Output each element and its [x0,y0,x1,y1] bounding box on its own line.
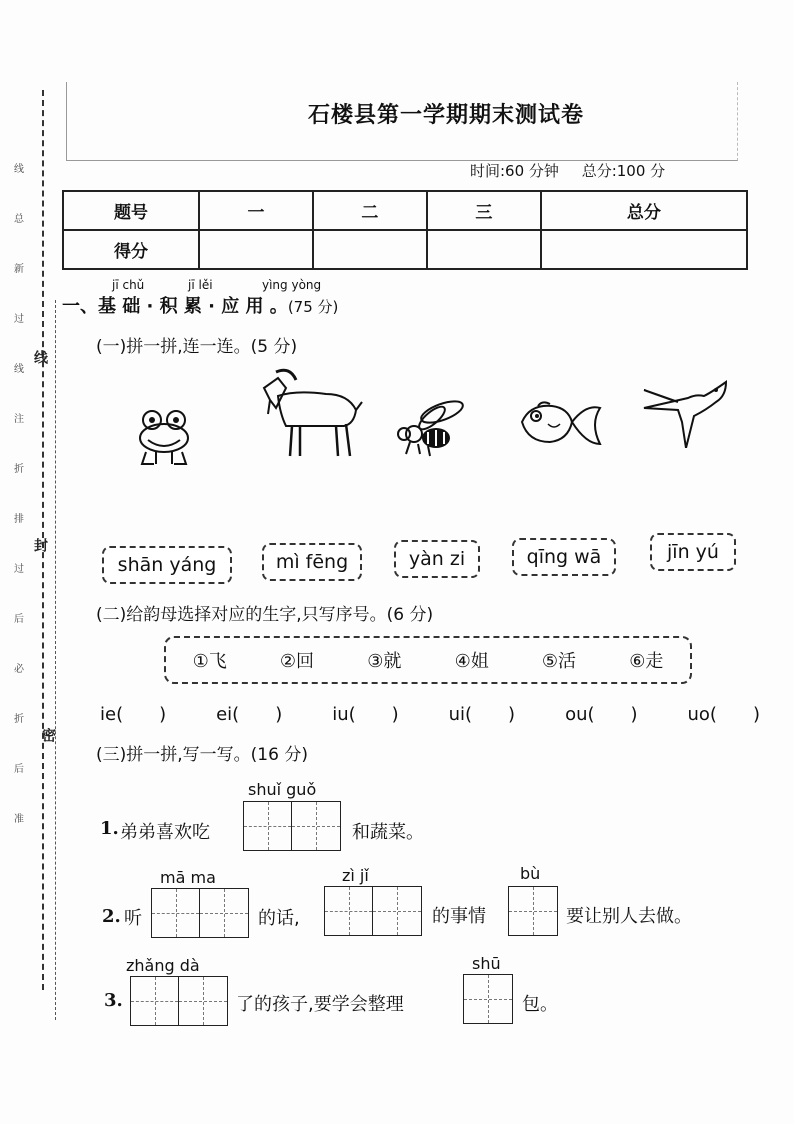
margin-char: 后 [14,764,24,775]
q3-writing-grid-2[interactable] [463,974,513,1024]
vowel-ui[interactable]: ui( ) [448,704,516,725]
margin-char: 过 [14,314,24,325]
pinyin-jilei: jī lěi [188,278,213,292]
score-cell-2[interactable] [313,230,427,269]
score-cell-3[interactable] [427,230,541,269]
total-label: 总分:100 分 [581,162,666,180]
margin-char: 注 [14,414,24,425]
option-3: ③就 [367,651,402,672]
score-header-row [63,191,747,230]
margin-char: 线 [14,364,24,375]
q2-text-mid-2: 的事情 [432,906,486,927]
margin-char: 折 [14,714,24,725]
grid-cell[interactable] [509,887,557,935]
option-4: ④姐 [454,651,489,672]
grid-cell[interactable] [325,887,373,935]
q2-text-mid-1: 的话, [258,908,300,929]
pinyin-card-shanyang[interactable]: shān yáng [102,546,232,584]
pinyin-jichu: jī chǔ [112,278,145,292]
vowel-ou[interactable]: ou( ) [565,704,638,725]
section-1-title: 一、基 础 · 积 累 · 应 用 。 [62,296,288,317]
q1-text-after: 和蔬菜。 [352,822,424,843]
q1-text-before: 弟弟喜欢吃 [120,822,210,843]
goat-icon [256,366,366,462]
grid-cell[interactable] [200,889,248,937]
q2-text-before: 听 [124,908,142,929]
q2-pinyin-3: bù [520,864,541,883]
q2-pinyin-2: zì jǐ [342,866,369,885]
character-options [164,636,692,684]
bee-icon [392,400,472,458]
part-1-heading: (一)拼一拼,连一连。(5 分) [96,337,298,357]
page-title: 石楼县第一学期期末测试卷 [308,102,585,128]
grid-cell[interactable] [131,977,179,1025]
row-label-score: 得分 [63,230,199,269]
score-table [62,190,748,270]
pinyin-card-jinyu[interactable]: jīn yú [650,533,736,571]
q1-writing-grid[interactable] [243,801,341,851]
q3-pinyin-2: shū [472,954,501,973]
vowel-answer-row [100,700,760,726]
margin-char: 后 [14,614,24,625]
part-3-heading: (三)拼一拼,写一写。(16 分) [96,745,308,765]
q1-pinyin: shuǐ guǒ [248,780,317,799]
vowel-ei[interactable]: ei( ) [216,704,283,725]
q3-writing-grid-1[interactable] [130,976,228,1026]
score-cell-1[interactable] [199,230,313,269]
pinyin-card-qingwa[interactable]: qīng wā [512,538,616,576]
pinyin-card-yanzi[interactable]: yàn zi [394,540,480,578]
q2-writing-grid-2[interactable] [324,886,422,936]
pinyin-yingyong: yìng yòng [262,278,322,292]
option-1: ①飞 [192,651,227,672]
fish-icon [516,400,602,450]
margin-char: 折 [14,464,24,475]
q2-text-after: 要让别人去做。 [566,906,692,927]
time-label: 时间:60 分钟 [470,162,559,180]
grid-cell[interactable] [373,887,421,935]
grid-cell[interactable] [179,977,227,1025]
col-1: 一 [199,191,313,230]
q3-text-mid: 了的孩子,要学会整理 [236,994,404,1015]
col-total: 总分 [541,191,747,230]
vowel-iu[interactable]: iu( ) [332,704,399,725]
q3-pinyin-1: zhǎng dà [126,956,200,975]
binding-line-inner [55,300,56,1020]
row-label-number: 题号 [63,191,199,230]
part-2-heading: (二)给韵母选择对应的生字,只写序号。(6 分) [96,605,434,625]
margin-char: 总 [14,214,24,225]
pinyin-card-mifeng[interactable]: mì fēng [262,543,362,581]
margin-char: 必 [14,664,24,675]
score-cell-total[interactable] [541,230,747,269]
margin-mark-mid: 封 [32,538,48,552]
option-2: ②回 [279,651,315,672]
col-3: 三 [427,191,541,230]
col-2: 二 [313,191,427,230]
margin-char: 线 [14,164,24,175]
vowel-ie[interactable]: ie( ) [100,704,167,725]
margin-char: 准 [14,814,24,825]
q3-text-after: 包。 [522,994,558,1015]
grid-cell[interactable] [152,889,200,937]
grid-cell[interactable] [464,975,512,1023]
frog-icon [134,408,194,468]
section-1-heading [62,292,338,318]
q3-number: 3. [104,990,123,1011]
margin-mark-top: 线 [32,350,48,364]
q2-writing-grid-3[interactable] [508,886,558,936]
margin-char: 排 [14,514,24,525]
q2-pinyin-1: mā ma [160,868,216,887]
margin-char: 新 [14,264,24,275]
swallow-icon [642,376,732,448]
q1-number: 1. [100,818,119,839]
q2-writing-grid-1[interactable] [151,888,249,938]
option-5: ⑤活 [541,651,577,672]
grid-cell[interactable] [244,802,292,850]
margin-mark-bottom: 密 [40,728,56,742]
exam-meta [470,160,683,181]
score-value-row [63,230,747,269]
margin-char: 过 [14,564,24,575]
section-1-points: (75 分) [287,298,339,316]
option-6: ⑥走 [629,651,664,672]
vowel-uo[interactable]: uo( ) [687,704,760,725]
grid-cell[interactable] [292,802,340,850]
q2-number: 2. [102,906,121,927]
